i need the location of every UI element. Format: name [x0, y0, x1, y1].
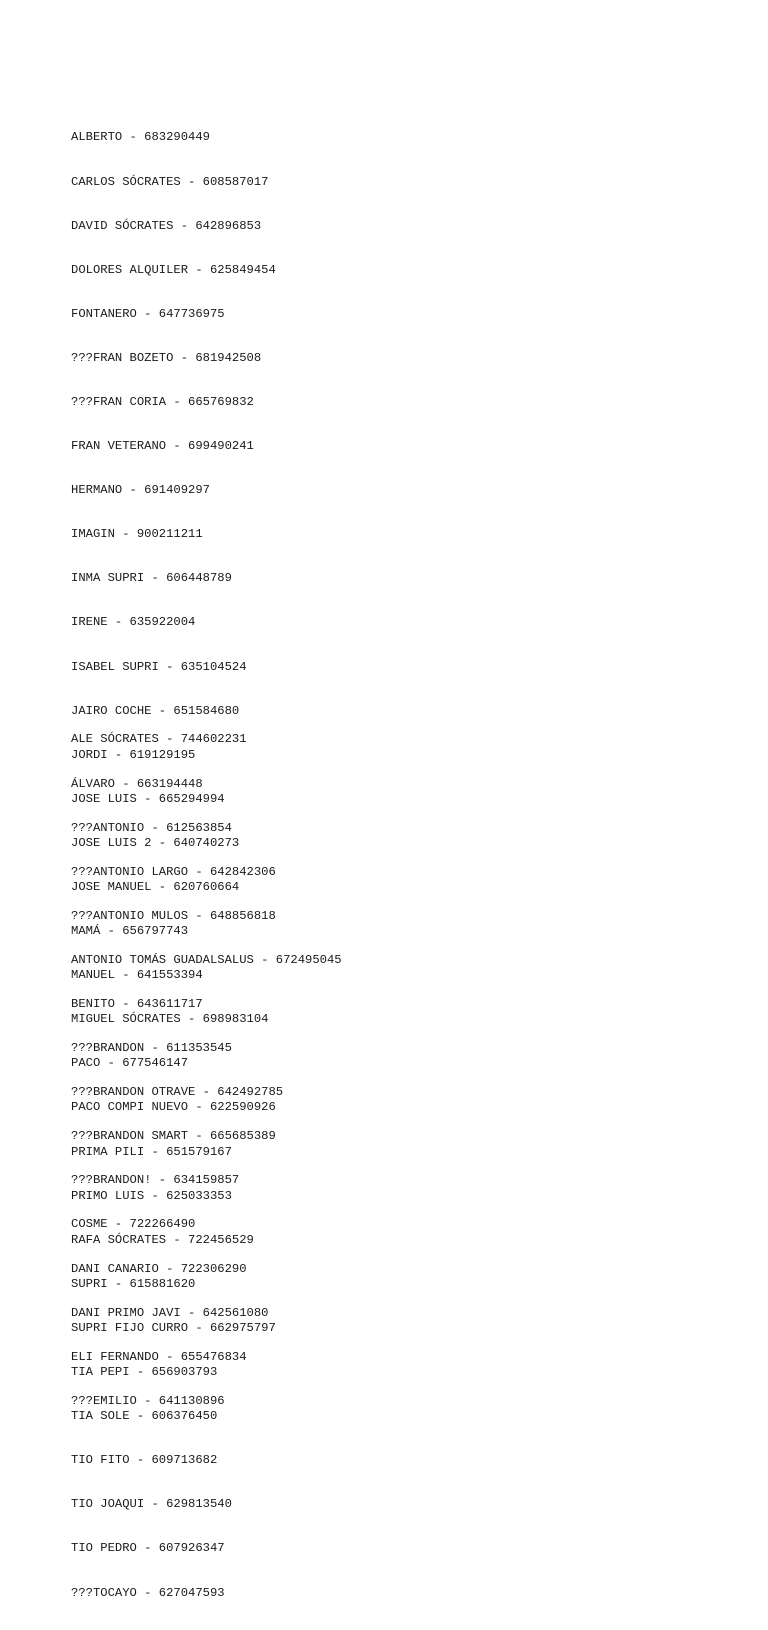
contact-line: FONTANERO - 647736975 [71, 306, 225, 321]
contact-line: BENITO - 643611717 [71, 996, 203, 1011]
contact-line: ???EMILIO - 641130896 [71, 1393, 225, 1408]
contact-line: PACO COMPI NUEVO - 622590926 [71, 1100, 276, 1115]
contact-line: RAFA SÓCRATES - 722456529 [71, 1232, 254, 1247]
contact-line: ELI FERNANDO - 655476834 [71, 1349, 247, 1364]
contact-line: FRAN VETERANO - 699490241 [71, 439, 254, 454]
contact-line: SUPRI - 615881620 [71, 1276, 196, 1291]
contact-list-2 [71, 703, 342, 1438]
contact-line: DANI PRIMO JAVI - 642561080 [71, 1305, 269, 1320]
contact-line: JOSE LUIS - 665294994 [71, 791, 225, 806]
contact-line: ISABEL SUPRI - 635104524 [71, 659, 247, 674]
contact-line: COSME - 722266490 [71, 1217, 196, 1232]
contact-line: ???TOCAYO - 627047593 [71, 1585, 225, 1600]
contact-line: ALBERTO - 683290449 [71, 130, 210, 145]
contact-line: ALE SÓCRATES - 744602231 [71, 732, 247, 747]
contact-line: DOLORES ALQUILER - 625849454 [71, 262, 276, 277]
contact-line: MIGUEL SÓCRATES - 698983104 [71, 1012, 269, 1027]
contact-line: ???BRANDON SMART - 665685389 [71, 1129, 276, 1144]
contact-line: ???BRANDON OTRAVE - 642492785 [71, 1085, 284, 1100]
contact-line: ???FRAN CORIA - 665769832 [71, 394, 254, 409]
contact-line: ???ANTONIO MULOS - 648856818 [71, 908, 276, 923]
contact-line: HERMANO - 691409297 [71, 483, 210, 498]
contact-line: JOSE MANUEL - 620760664 [71, 880, 240, 894]
contact-line: TIO PEDRO - 607926347 [71, 1541, 225, 1556]
contact-line: DAVID SÓCRATES - 642896853 [71, 218, 262, 233]
contact-line: PRIMO LUIS - 625033353 [71, 1188, 232, 1203]
contact-line: IRENE - 635922004 [71, 615, 196, 630]
contact-line: MANUEL - 641553394 [71, 968, 203, 983]
contact-line: DANI CANARIO - 722306290 [71, 1261, 247, 1276]
contact-line: ???FRAN BOZETO - 681942508 [71, 350, 262, 365]
contact-line: ???BRANDON! - 634159857 [71, 1173, 240, 1188]
contact-line: JOSE LUIS 2 - 640740273 [71, 835, 240, 850]
contact-line: IMAGIN - 900211211 [71, 527, 203, 542]
contact-line: SUPRI FIJO CURRO - 662975797 [71, 1320, 276, 1335]
contact-line: ANTONIO TOMÁS GUADALSALUS - 672495045 [71, 952, 342, 967]
contact-line: JAIRO COCHE - 651584680 [71, 703, 240, 718]
contact-line: MAMÁ - 656797743 [71, 924, 189, 939]
contact-line: ???ANTONIO LARGO - 642842306 [71, 864, 276, 879]
contact-line: CARLOS SÓCRATES - 608587017 [71, 174, 269, 189]
contact-line: ÁLVARO - 663194448 [71, 776, 203, 791]
contact-line: TIA PEPI - 656903793 [71, 1365, 218, 1380]
contact-line: ???ANTONIO - 612563854 [71, 820, 232, 835]
contact-line: ???BRANDON - 611353545 [71, 1041, 232, 1056]
contact-line: PRIMA PILI - 651579167 [71, 1144, 232, 1159]
contact-line: INMA SUPRI - 606448789 [71, 571, 232, 586]
contact-line: JORDI - 619129195 [71, 747, 196, 762]
contact-line: TIA SOLE - 606376450 [71, 1409, 218, 1424]
contact-line: TIO FITO - 609713682 [71, 1453, 218, 1468]
contact-line: TIO JOAQUI - 629813540 [71, 1497, 232, 1512]
contact-line: PACO - 677546147 [71, 1056, 189, 1071]
